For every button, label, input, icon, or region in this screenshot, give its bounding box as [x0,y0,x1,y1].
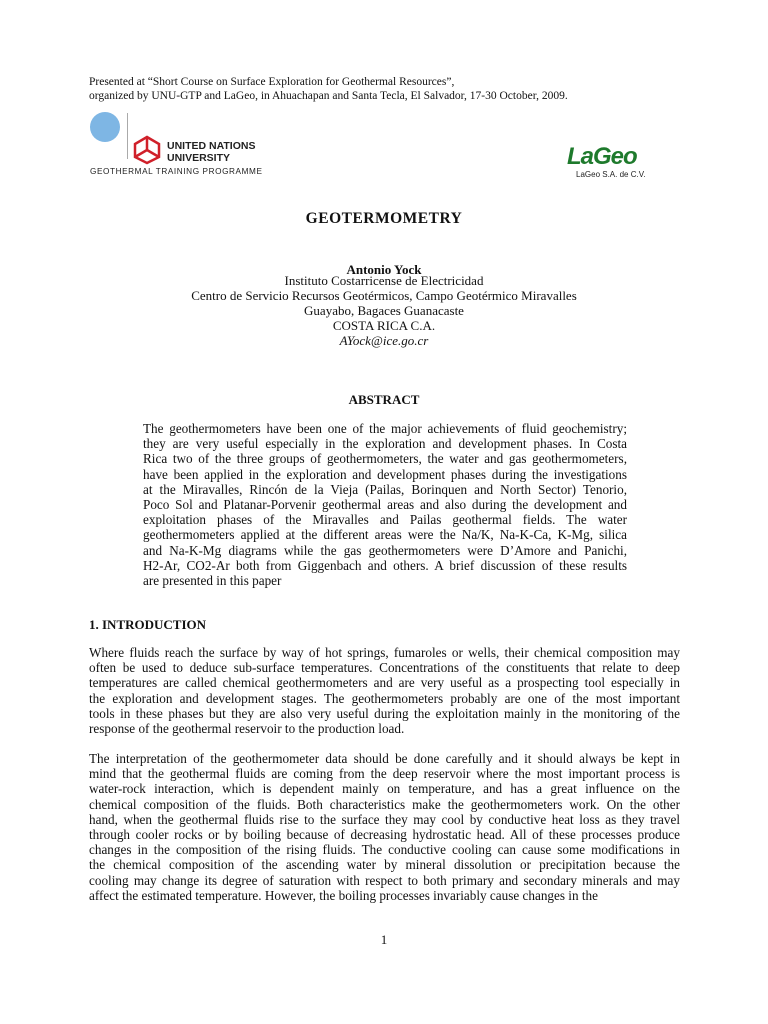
text-line: response of the geothermal reservoir to the production load. [89,721,405,737]
text-line: The geothermometers have been one of the major achievements of fluid geochemistry; [143,421,627,436]
un-emblem-icon [90,112,120,142]
author-affiliation: Instituto Costarricense de Electricidad [284,273,484,288]
author-affiliation: Centro de Servicio Recursos Geotérmicos, Campo Geotérmico Miravalles [191,288,577,303]
text-line: exploitation phases of the Miravalles and Pailas geothermal fields. The water [143,512,627,528]
author-name: Antonio Yock [346,262,422,277]
text-line: Rica two of the three groups of geothermometers, the water and gas geothermometers, [143,451,627,467]
unu-name [167,140,255,164]
text-line: changes in the composition of the rising fluids. The conductive cooling can cause some modifications in [89,842,680,858]
text-line: Where fluids reach the surface by way of hot springs, fumaroles or wells, their chemical composition may [89,645,680,660]
organized-by-line: organized by UNU-GTP and LaGeo, in Ahuachapan and Santa Tecla, El Salvador, 17-30 October, 2009. [89,90,568,102]
intro-paragraph-1 [89,645,680,736]
unu-line1: UNITED NATIONS [167,140,256,152]
section-heading-introduction: 1. INTRODUCTION [89,617,207,632]
text-line: are presented in this paper [143,573,282,589]
author-affiliation: Guayabo, Bagaces Guanacaste [304,303,464,318]
text-line: chemical composition of the fluids. Both characteristics make the geothermometers work. On the other [89,796,680,812]
text-line: through cooler rocks or by boiling because of decreasing hydrostatic head. All of these processes produce [89,827,680,843]
text-line: water-rock interaction, which is dependent mainly on temperature, and has a great influence on the [89,781,680,797]
lageo-logo: LaGeo [567,143,637,170]
text-line: the exploration and development stages. The geothermometers probably are one of the most important [89,690,680,706]
presented-at-line: Presented at “Short Course on Surface Exploration for Geothermal Resources”, [89,76,455,88]
text-line: they are very useful especially in the exploration and development phases. In Costa [143,436,627,452]
intro-paragraph-2 [89,751,680,903]
text-line: cooling may change its degree of saturation with respect to both primary and secondary minerals and may [89,872,680,888]
author-email[interactable]: AYock@ice.go.cr [339,333,429,348]
text-line: often be used to deduce sub-surface temperatures. Concentrations of the constituents that relate to deep [89,660,680,676]
author-affiliation: COSTA RICA C.A. [332,318,436,333]
text-line: tools in these phases but they are also very useful during the exploitation mainly in the monitoring of the [89,705,680,721]
text-line: The interpretation of the geothermometer data should be done carefully and it should always be kept in [89,751,680,766]
abstract-heading: ABSTRACT [348,392,420,407]
text-line: and Na-K-Mg diagrams while the gas geothermometers were D’Amore and Panichi, [143,542,627,558]
lageo-caption: LaGeo S.A. de C.V. [576,170,646,179]
paper-title: GEOTERMOMETRY [305,210,463,227]
text-line: hand, when the geothermal fluids rise to the surface they may cool by conductive heat loss as they travel [89,811,680,827]
text-line: temperatures are called chemical geothermometers and are very useful as a prospecting tool especially in [89,675,680,691]
text-line: Poco Sol and Platanar-Porvenir geothermal areas and also during the development and [143,497,627,513]
unu-logo-icon [131,135,163,165]
text-line: geothermometers applied at the different areas were the Na/K, Na-K-Ca, K-Mg, silica [143,527,627,543]
text-line: have been applied in the exploration and development phases during the investigations [143,466,627,482]
text-line: at the Miravalles, Rincón de la Vieja (Pailas, Borinquen and North Sector) Tenorio, [143,481,627,497]
text-line: the chemical composition of the ascending water by mineral dissolution or precipitation because the [89,857,680,873]
text-line: affect the estimated temperature. However, the boiling processes invariably cause changes in the [89,887,598,903]
text-line: H2-Ar, CO2-Ar both from Giggenbach and others. A brief discussion of these results [143,557,627,573]
logo-divider [127,113,128,159]
unu-programme: GEOTHERMAL TRAINING PROGRAMME [90,167,263,176]
abstract-body [143,421,627,588]
unu-line2: UNIVERSITY [167,152,231,164]
text-line: mind that the geothermal fluids are coming from the deep reservoir where the most important process is [89,766,680,782]
page-number: 1 [380,932,388,947]
